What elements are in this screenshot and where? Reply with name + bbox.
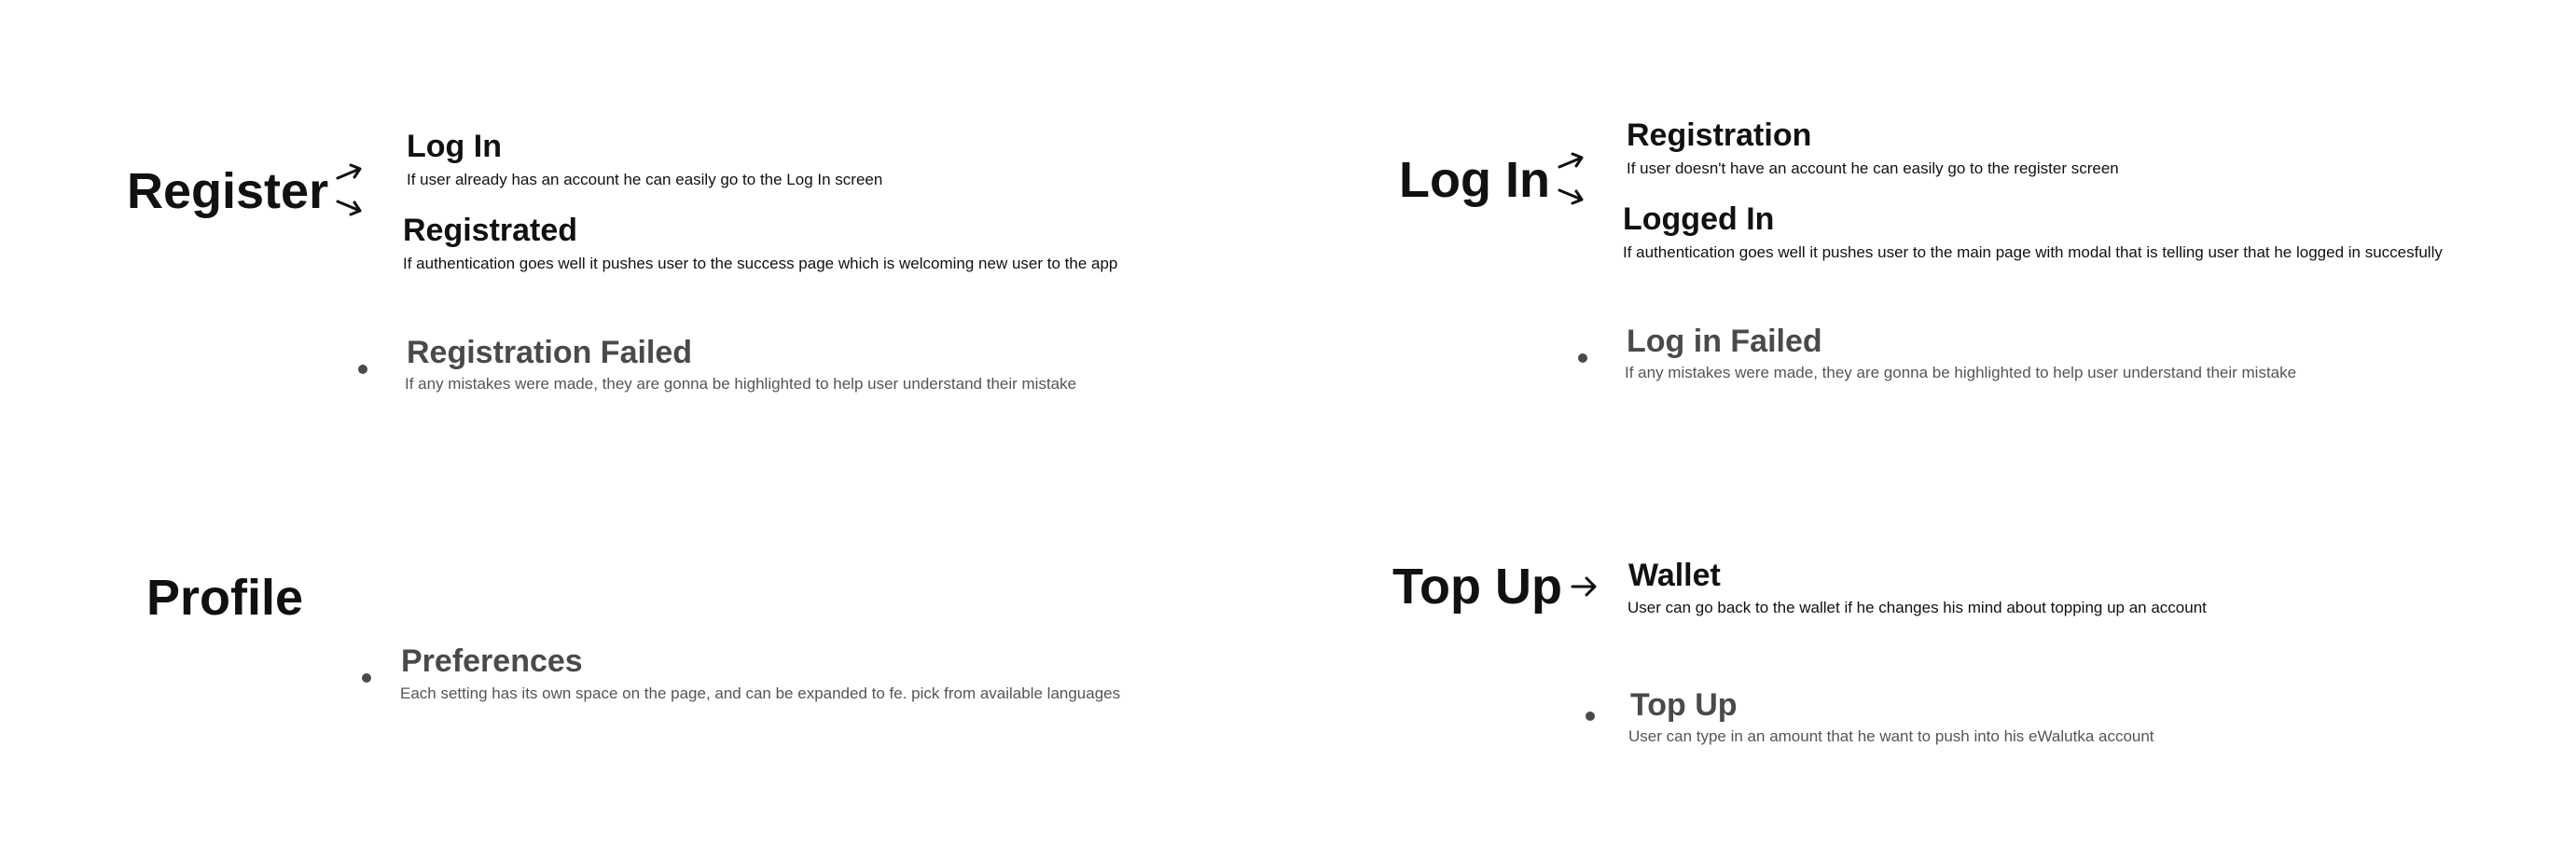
item-desc-logged-in: If authentication goes well it pushes user to the main page with modal that is telling user that he logged in succesfully [1623, 243, 2443, 261]
bullet-dot-icon [362, 673, 371, 683]
arrow-right-icon [1558, 153, 1586, 172]
item-desc-registrated: If authentication goes well it pushes user to the success page which is welcoming new user to the app [403, 255, 1118, 272]
item-title-preferences: Preferences [401, 643, 583, 679]
item-title-logged-in: Logged In [1623, 201, 1775, 237]
screen-title-register: Register [127, 163, 329, 219]
arrow-right-icon [1558, 187, 1586, 205]
item-desc-log-in-failed: If any mistakes were made, they are gonna be highlighted to help user understand their mistake [1625, 364, 2297, 381]
item-desc-wallet: User can go back to the wallet if he changes his mind about topping up an account [1627, 599, 2207, 616]
screen-title-top-up: Top Up [1392, 559, 1562, 615]
bullet-dot-icon [1578, 353, 1587, 363]
arrow-right-icon [1571, 575, 1599, 598]
item-title-top-up: Top Up [1630, 687, 1738, 723]
bullet-dot-icon [358, 365, 367, 374]
item-desc-log-in: If user already has an account he can easily go to the Log In screen [407, 171, 883, 188]
arrow-right-icon [336, 198, 364, 216]
item-desc-registration-failed: If any mistakes were made, they are gonna be highlighted to help user understand their mistake [405, 375, 1077, 393]
item-desc-top-up: User can type in an amount that he want to push into his eWalutka account [1628, 727, 2154, 745]
item-desc-registration: If user doesn't have an account he can easily go to the register screen [1627, 159, 2119, 177]
item-title-wallet: Wallet [1628, 558, 1721, 593]
item-title-log-in: Log In [407, 129, 502, 164]
item-title-log-in-failed: Log in Failed [1627, 324, 1822, 359]
item-desc-preferences: Each setting has its own space on the page, and can be expanded to fe. pick from available languages [400, 684, 1121, 702]
screen-title-log-in: Log In [1399, 152, 1550, 208]
item-title-registration: Registration [1627, 117, 1812, 153]
bullet-dot-icon [1586, 712, 1595, 721]
screen-title-profile: Profile [146, 570, 304, 626]
item-title-registrated: Registrated [403, 213, 578, 248]
item-title-registration-failed: Registration Failed [407, 335, 693, 370]
arrow-right-icon [336, 164, 364, 183]
